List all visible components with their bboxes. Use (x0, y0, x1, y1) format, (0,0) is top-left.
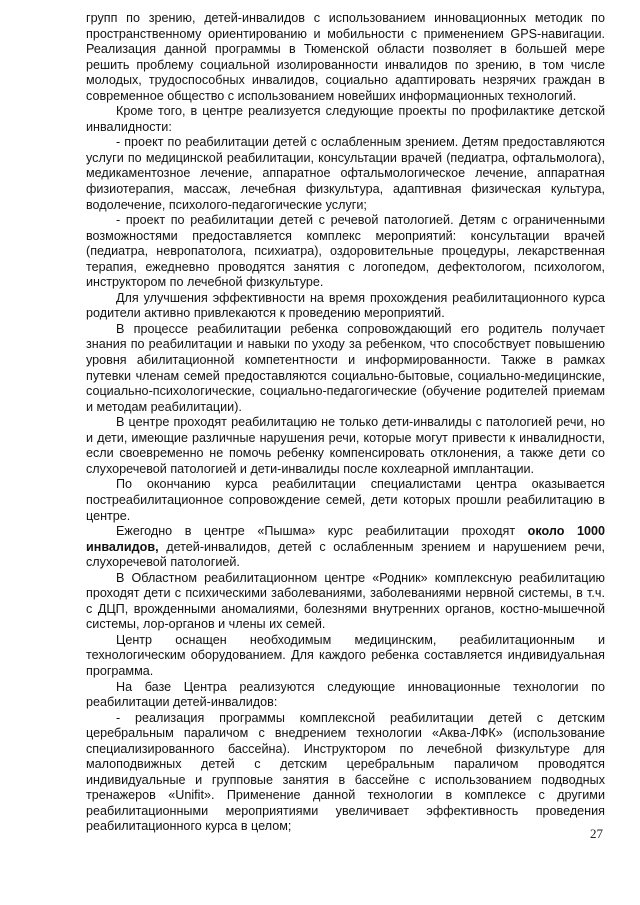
paragraph-3-list-item: - проект по реабилитации детей с ослабленным зрением. Детям предоставляются услуги по медицинской реабилитации, консультации врачей (педиатра, офтальмолога), медикаментозное лечение, аппаратное офтальмологическое лечение, аппаратная физиотерапия, массаж, лечебная физкультура, адаптивная физическая культура, водолечение, психолого-педагогические услуги; (86, 135, 605, 212)
page-number: 27 (590, 826, 603, 841)
paragraph-5: Для улучшения эффективности на время прохождения реабилитационного курса родители активно привлекаются к проведению мероприятий. (86, 290, 605, 321)
paragraph-7: В центре проходят реабилитацию не только дети-инвалиды с патологией речи, но и дети, имеющие различные нарушения речи, которые могут привести к инвалидности, если своевременно не помочь ребенку компенсировать отклонения, а также дети со слухоречевой патологией и дети-инвалиды после кохлеарной имплантации. (86, 415, 605, 476)
paragraph-1: групп по зрению, детей-инвалидов с использованием инновационных методик по пространственному ориентированию и мобильности с применением GPS-навигации. Реализация данной программы в Тюменской области позволяет в большей мере решить проблему социальной изолированности инвалидов по зрению, в том числе молодых, трудоспособных инвалидов, социально адаптировать незрячих граждан в современное общество с использованием новейших информационных технологий. (86, 11, 605, 103)
document-page (86, 11, 605, 835)
paragraph-2: Кроме того, в центре реализуется следующие проекты по профилактике детской инвалидности: (86, 104, 605, 134)
paragraph-4-list-item: - проект по реабилитации детей с речевой патологией. Детям с ограниченными возможностями предоставляется комплекс мероприятий: консультации врачей (педиатра, невропатолога, психиатра), оздоровительные процедуры, лекарственная терапия, ежедневно проводятся занятия с логопедом, дефектологом, психологом, инструктором по лечебной физкультуре. (86, 213, 605, 290)
paragraph-9 (86, 524, 605, 571)
paragraph-13-list-item: - реализация программы комплексной реабилитации детей с детским церебральным параличом с внедрением технологии «Аква-ЛФК» (использование специализированного бассейна). Инструктором по лечебной физкультуре для малоподвижных детей с детским церебральным параличом проводятся индивидуальные и групповые занятия в бассейне с использованием подводных тренажеров «Unifit». Применение данной технологии в комплексе с другими реабилитационными мероприятиями увеличивает эффективность проведения реабилитационного курса в целом; (86, 710, 605, 834)
paragraph-12: На базе Центра реализуются следующие инновационные технологии по реабилитации детей-инвалидов: (86, 679, 605, 710)
paragraph-11: Центр оснащен необходимым медицинским, реабилитационным и технологическим оборудованием. Для каждого ребенка составляется индивидуальная программа. (86, 632, 605, 678)
paragraph-10: В Областном реабилитационном центре «Родник» комплексную реабилитацию проходят дети с психическими заболеваниями, заболеваниями нервной системы, в т.ч. с ДЦП, врожденными аномалиями, болезнями внутренних органов, костно-мышечной системы, лор-органов и члены их семей. (86, 570, 605, 632)
paragraph-9-before: Ежегодно в центре «Пышма» курс реабилитации проходят (116, 524, 528, 539)
paragraph-6: В процессе реабилитации ребенка сопровождающий его родитель получает знания по реабилитации и навыки по уходу за ребенком, что способствует повышению уровня абилитационной компетентности и информированности. Также в рамках путевки членам семей предоставляются социально-бытовые, социально-медицинские, социально-психологические, социально-педагогические (обучение родителей приемам и методам реабилитации). (86, 321, 605, 414)
paragraph-9-bold: около 1000 инвалидов, (86, 524, 605, 554)
paragraph-9-after: детей-инвалидов, детей с ослабленным зрением и нарушением речи, слухоречевой патологией. (86, 539, 605, 570)
paragraph-8: По окончанию курса реабилитации специалистами центра оказывается постреабилитационное сопровождение семей, дети которых прошли реабилитацию в центре. (86, 477, 605, 523)
